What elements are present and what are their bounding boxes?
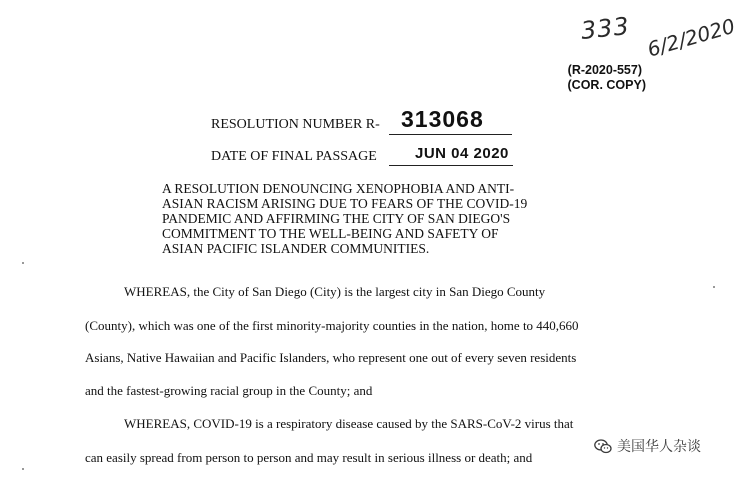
whereas-paragraph-2-line: WHEREAS, COVID-19 is a respiratory disease caused by the SARS-CoV-2 virus that <box>124 416 574 431</box>
whereas-paragraph-1-line: (County), which was one of the first minority-majority counties in the nation, home to 440,660 <box>85 318 579 333</box>
whereas-paragraph-1-line: Asians, Native Hawaiian and Pacific Islanders, who represent one out of every seven residents <box>85 350 577 365</box>
whereas-paragraph-2-line: can easily spread from person to person and may result in serious illness or death; and <box>85 450 533 465</box>
resolution-code: (R-2020-557) <box>567 63 642 77</box>
title-line: COMMITMENT TO THE WELL-BEING AND SAFETY OF <box>162 226 499 241</box>
wechat-watermark <box>591 435 704 457</box>
resolution-number-label: RESOLUTION NUMBER R- <box>211 117 380 132</box>
whereas-paragraph-1-line: WHEREAS, the City of San Diego (City) is the largest city in San Diego County <box>124 284 546 299</box>
final-passage-date-label: DATE OF FINAL PASSAGE <box>211 149 377 164</box>
scan-speck <box>22 262 24 264</box>
resolution-title <box>162 181 582 256</box>
scan-speck <box>713 286 715 288</box>
title-line: ASIAN RACISM ARISING DUE TO FEARS OF THE COVID-19 <box>162 196 528 211</box>
resolution-number-value: 313068 <box>401 106 484 132</box>
corrected-copy-note: (COR. COPY) <box>567 78 646 92</box>
final-passage-date-underline <box>389 165 513 166</box>
watermark-text: 美国华人杂谈 <box>617 439 701 455</box>
resolution-number-underline <box>389 134 512 135</box>
title-line: A RESOLUTION DENOUNCING XENOPHOBIA AND ANTI- <box>162 181 515 196</box>
handwritten-number: 333 <box>579 11 632 45</box>
handwritten-date: 6/2/2020 <box>644 13 738 62</box>
wechat-icon <box>594 439 612 454</box>
whereas-paragraph-1-line: and the fastest-growing racial group in the County; and <box>85 383 373 398</box>
title-line: ASIAN PACIFIC ISLANDER COMMUNITIES. <box>162 241 430 256</box>
final-passage-date-value: JUN 04 2020 <box>415 145 509 162</box>
title-line: PANDEMIC AND AFFIRMING THE CITY OF SAN DIEGO'S <box>162 211 511 226</box>
scan-speck <box>22 468 24 470</box>
